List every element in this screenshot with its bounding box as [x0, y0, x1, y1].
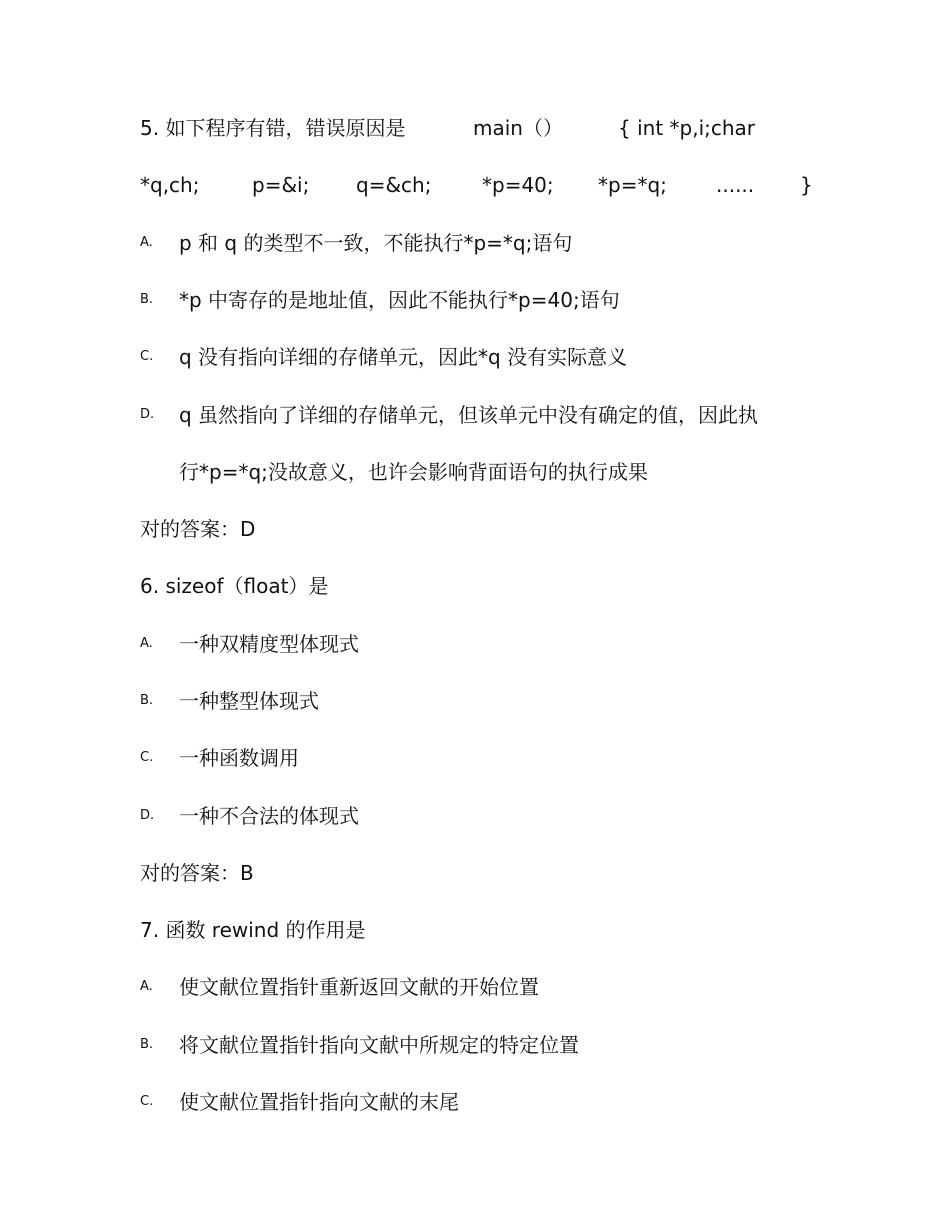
q6-option-b-text: 一种整型体现式: [179, 689, 319, 713]
q5-option-b-letter: B.: [140, 292, 154, 307]
q7-option-b-text: 将文献位置指针指向文献中所规定的特定位置: [179, 1033, 579, 1057]
q6-option-a-text: 一种双精度型体现式: [179, 632, 359, 656]
q5-option-d-text-continued: 行*p=*q;没故意义，也许会影响背面语句的执行成果: [179, 460, 648, 484]
q6-option-b-letter: B.: [140, 693, 154, 708]
q5-code-p-assign: p=&i;: [252, 173, 310, 197]
q7-option-a-text: 使文献位置指针重新返回文献的开始位置: [179, 975, 539, 999]
q6-option-d-letter: D.: [140, 808, 155, 823]
q5-option-c-text: q 没有指向详细的存储单元，因此*q 没有实际意义: [179, 345, 628, 369]
q6-option-a-letter: A.: [140, 636, 153, 651]
q5-answer: 对的答案：D: [140, 517, 256, 541]
q6-answer: 对的答案：B: [140, 861, 254, 885]
q5-code-q-ch: *q,ch;: [140, 173, 200, 197]
q6-stem: 6. sizeof（float）是: [140, 574, 329, 598]
q7-option-c-text: 使文献位置指针指向文献的末尾: [179, 1090, 459, 1114]
q7-option-a-letter: A.: [140, 979, 153, 994]
q7-option-b-letter: B.: [140, 1037, 154, 1052]
q6-option-c-text: 一种函数调用: [179, 746, 299, 770]
q5-option-d-text: q 虽然指向了详细的存储单元，但该单元中没有确定的值，因此执: [179, 403, 759, 427]
q5-option-c-letter: C.: [140, 349, 154, 364]
q5-code-p-q: *p=*q;: [598, 173, 667, 197]
q5-code-decl: { int *p,i;char: [618, 116, 756, 140]
q5-code-p-40: *p=40;: [482, 173, 554, 197]
q7-option-c-letter: C.: [140, 1094, 154, 1109]
q5-code-ellipsis: ......: [716, 173, 755, 197]
q6-option-d-text: 一种不合法的体现式: [179, 804, 359, 828]
q5-code-close-brace: }: [800, 173, 813, 197]
q5-stem: 5. 如下程序有错，错误原因是: [140, 116, 406, 140]
q5-option-b-text: *p 中寄存的是地址值，因此不能执行*p=40;语句: [179, 288, 620, 312]
q5-option-d-letter: D.: [140, 407, 155, 422]
q5-code-main: main（）: [473, 116, 563, 140]
q5-option-a-letter: A.: [140, 235, 153, 250]
q6-option-c-letter: C.: [140, 750, 154, 765]
q7-stem: 7. 函数 rewind 的作用是: [140, 918, 366, 942]
q5-code-q-assign: q=&ch;: [356, 173, 432, 197]
q5-option-a-text: p 和 q 的类型不一致，不能执行*p=*q;语句: [179, 231, 573, 255]
